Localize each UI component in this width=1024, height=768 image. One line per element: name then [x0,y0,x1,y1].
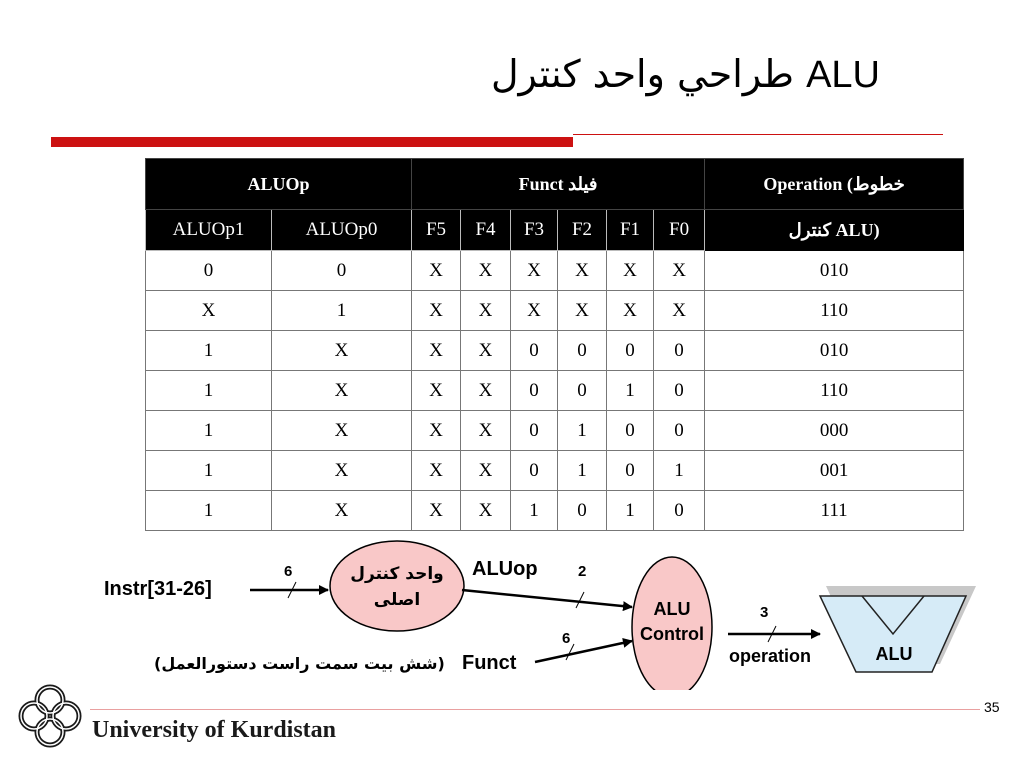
table-cell: X [461,451,511,491]
footer-rule [90,709,980,710]
table-cell: 1 [146,491,272,531]
table-row [146,331,964,371]
funct-label: Funct [462,652,517,674]
funct-width-label: 6 [562,630,571,647]
table-cell: 111 [705,491,964,531]
table-cell: 0 [558,371,607,411]
table-cell: 1 [146,451,272,491]
alu-control-label-1: ALU [653,599,691,619]
header-operation: Operation (خطوط [705,159,964,210]
alu-control-label-2: Control [640,624,704,644]
table-cell: X [654,291,705,331]
table-cell: 001 [705,451,964,491]
table-cell: X [272,411,412,451]
table-cell: 1 [654,451,705,491]
table-cell: 0 [607,331,654,371]
table-cell: X [654,251,705,291]
instr-label: Instr[31-26] [104,578,212,600]
aluop-width-tick [576,592,584,608]
subheader-f0: F0 [654,210,705,251]
table-row [146,411,964,451]
table-cell: 0 [654,491,705,531]
table-cell: X [412,451,461,491]
aluop-wire [462,590,632,607]
table-cell: 000 [705,411,964,451]
table-cell: 1 [272,291,412,331]
table-cell: X [461,291,511,331]
table-cell: X [272,371,412,411]
table-cell: X [412,251,461,291]
funct-note: (شش بيت سمت راست دستورالعمل) [154,654,445,673]
table-row [146,291,964,331]
table-cell: X [412,371,461,411]
table-cell: X [461,251,511,291]
table-cell: X [272,451,412,491]
table-cell: X [607,291,654,331]
table-cell: 1 [511,491,558,531]
table-cell: X [558,291,607,331]
table-cell: 0 [511,451,558,491]
table-cell: 1 [607,491,654,531]
main-control-unit [330,541,464,631]
subheader-aluop1: ALUOp1 [146,210,272,251]
table-cell: X [272,491,412,531]
table-cell: X [412,331,461,371]
funct-wire [535,641,632,662]
header-funct: Funct فيلد [412,159,705,210]
subheader-f5: F5 [412,210,461,251]
table-cell: X [511,251,558,291]
table-row [146,251,964,291]
table-cell: 1 [146,331,272,371]
slide-title [0,52,880,97]
table-cell: 0 [654,331,705,371]
instr-width-label: 6 [284,563,293,580]
table-cell: 1 [146,371,272,411]
main-control-label-1: واحد کنترل [350,564,444,584]
table-cell: 0 [558,491,607,531]
table-row [146,371,964,411]
title-underline-bar [51,137,573,147]
table-cell: 1 [607,371,654,411]
table-cell: X [461,491,511,531]
slide-title-arabic: طراحي واحد كنترل [490,52,794,96]
table-row [146,491,964,531]
subheader-f4: F4 [461,210,511,251]
table-cell: X [272,331,412,371]
table-cell: 1 [558,451,607,491]
table-cell: 0 [146,251,272,291]
subheader-f2: F2 [558,210,607,251]
table-cell: 0 [558,331,607,371]
alu-label: ALU [875,644,913,664]
subheader-f3: F3 [511,210,558,251]
header-aluop: ALUOp [146,159,412,210]
slide-title-latin: ALU [806,54,880,96]
table-cell: 1 [558,411,607,451]
page-number: 35 [984,699,1000,715]
table-cell: 0 [654,371,705,411]
table-cell: 0 [511,411,558,451]
table-cell: X [511,291,558,331]
table-cell: X [412,411,461,451]
main-control-label-2: اصلی [373,590,421,610]
title-underline-rule [573,134,943,135]
header-operation-sub: كنترل ALU) [705,210,964,251]
table-cell: 110 [705,371,964,411]
table-cell: 0 [607,411,654,451]
table-cell: X [607,251,654,291]
table-body [146,251,964,531]
table-cell: 0 [272,251,412,291]
table-cell: 0 [511,371,558,411]
table-cell: X [412,491,461,531]
operation-label: operation [729,646,812,666]
university-logo-icon [14,680,86,752]
aluop-width-label: 2 [578,563,587,580]
table-cell: X [558,251,607,291]
subheader-aluop0: ALUOp0 [272,210,412,251]
table-cell: X [146,291,272,331]
table-cell: 010 [705,251,964,291]
table-cell: X [412,291,461,331]
table-row [146,451,964,491]
table-cell: 0 [654,411,705,451]
table-cell: X [461,371,511,411]
table-cell: 010 [705,331,964,371]
university-name: University of Kurdistan [92,717,337,743]
aluop-label: ALUop [472,558,538,580]
table-cell: 1 [146,411,272,451]
operation-width-label: 3 [760,604,769,621]
table-cell: X [461,331,511,371]
table-cell: 0 [511,331,558,371]
alu-control-truth-table [145,158,964,531]
table-cell: 0 [607,451,654,491]
table-cell: X [461,411,511,451]
table-cell: 110 [705,291,964,331]
subheader-f1: F1 [607,210,654,251]
